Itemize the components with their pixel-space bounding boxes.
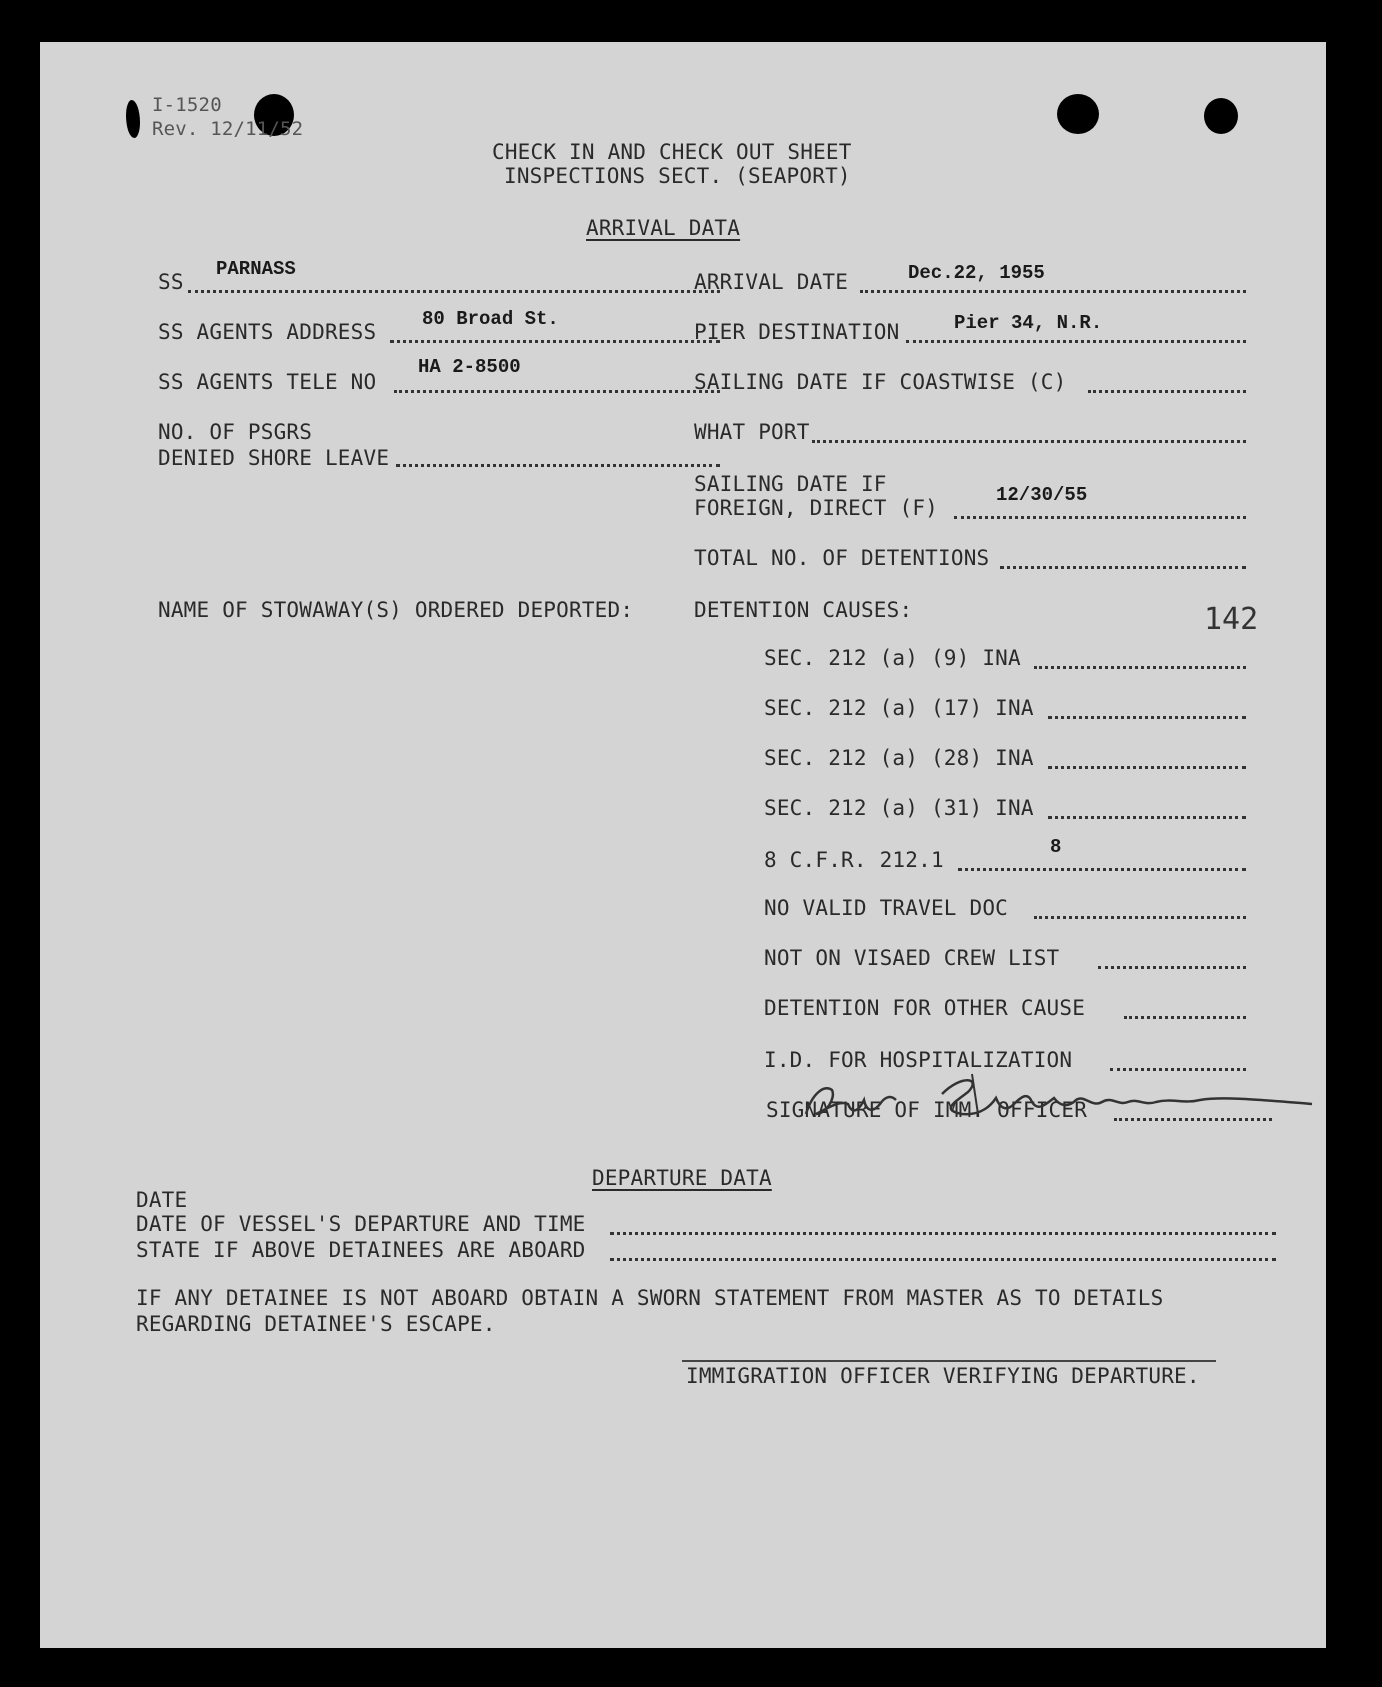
pier-destination-line bbox=[906, 340, 1246, 343]
cause-line bbox=[1124, 1016, 1246, 1019]
what-port-line bbox=[812, 440, 1246, 443]
cause-label: NOT ON VISAED CREW LIST bbox=[764, 946, 1060, 970]
sailing-foreign-label-line1: SAILING DATE IF bbox=[694, 472, 887, 496]
officer-signature bbox=[792, 1064, 1322, 1134]
header-subtitle: INSPECTIONS SECT. (SEAPORT) bbox=[504, 164, 851, 188]
edge-tear-mark bbox=[126, 100, 140, 138]
cause-line bbox=[1048, 716, 1246, 719]
verifying-signature-line bbox=[682, 1360, 1216, 1362]
cause-line bbox=[1048, 766, 1246, 769]
departure-heading: DEPARTURE DATA bbox=[592, 1166, 772, 1190]
cause-line bbox=[1098, 966, 1246, 969]
departure-date-label: DATE bbox=[136, 1188, 188, 1212]
signature-label: SIGNATURE OF IMM. OFFICER bbox=[766, 1098, 1088, 1122]
total-detentions-line bbox=[1000, 566, 1246, 569]
cause-label: SEC. 212 (a) (28) INA bbox=[764, 746, 1034, 770]
arrival-date-value: Dec.22, 1955 bbox=[908, 262, 1045, 284]
cause-label: SEC. 212 (a) (31) INA bbox=[764, 796, 1034, 820]
psgrs-label-line2: DENIED SHORE LEAVE bbox=[158, 446, 390, 470]
stowaway-label: NAME OF STOWAWAY(S) ORDERED DEPORTED: bbox=[158, 598, 634, 622]
cause-line bbox=[1034, 916, 1246, 919]
agents-address-line bbox=[390, 340, 720, 343]
sailing-foreign-value: 12/30/55 bbox=[996, 484, 1088, 506]
what-port-label: WHAT PORT bbox=[694, 420, 810, 444]
sailing-foreign-label-line2: FOREIGN, DIRECT (F) bbox=[694, 496, 939, 520]
pier-destination-value: Pier 34, N.R. bbox=[954, 312, 1103, 334]
agents-tele-line bbox=[394, 390, 720, 393]
cause-label: NO VALID TRAVEL DOC bbox=[764, 896, 1009, 920]
agents-address-value: 80 Broad St. bbox=[422, 308, 559, 330]
pier-destination-label: PIER DESTINATION bbox=[694, 320, 900, 344]
cause-line bbox=[958, 868, 1246, 871]
agents-tele-label: SS AGENTS TELE NO bbox=[158, 370, 377, 394]
cause-label: SEC. 212 (a) (17) INA bbox=[764, 696, 1034, 720]
cause-value: 8 bbox=[1050, 836, 1062, 858]
agents-address-label: SS AGENTS ADDRESS bbox=[158, 320, 377, 344]
vessel-departure-line bbox=[610, 1232, 1276, 1235]
header-title: CHECK IN AND CHECK OUT SHEET bbox=[492, 140, 852, 164]
cause-line bbox=[1034, 666, 1246, 669]
form-revision: Rev. 12/11/52 bbox=[152, 118, 304, 140]
verifying-officer-label: IMMIGRATION OFFICER VERIFYING DEPARTURE. bbox=[686, 1364, 1200, 1388]
cause-label: I.D. FOR HOSPITALIZATION bbox=[764, 1048, 1073, 1072]
cause-label: SEC. 212 (a) (9) INA bbox=[764, 646, 1021, 670]
arrival-heading: ARRIVAL DATA bbox=[586, 216, 741, 240]
punch-hole-right bbox=[1204, 98, 1238, 134]
agents-tele-value: HA 2-8500 bbox=[418, 356, 521, 378]
detainees-aboard-label: STATE IF ABOVE DETAINEES ARE ABOARD bbox=[136, 1238, 586, 1262]
sailing-coastwise-label: SAILING DATE IF COASTWISE (C) bbox=[694, 370, 1067, 394]
cause-label: DETENTION FOR OTHER CAUSE bbox=[764, 996, 1086, 1020]
arrival-date-line bbox=[860, 290, 1246, 293]
sailing-foreign-line bbox=[954, 516, 1246, 519]
total-detentions-label: TOTAL NO. OF DETENTIONS bbox=[694, 546, 990, 570]
psgrs-label-line1: NO. OF PSGRS bbox=[158, 420, 313, 444]
psgrs-line bbox=[396, 464, 720, 467]
ss-field-line bbox=[188, 290, 720, 293]
instruction-line1: IF ANY DETAINEE IS NOT ABOARD OBTAIN A SWORN STATEMENT FROM MASTER AS TO DETAILS bbox=[136, 1286, 1164, 1310]
ss-label: SS bbox=[158, 270, 184, 294]
arrival-date-label: ARRIVAL DATE bbox=[694, 270, 849, 294]
form-sheet bbox=[40, 42, 1326, 1648]
detainees-aboard-line bbox=[610, 1258, 1276, 1261]
instruction-line2: REGARDING DETAINEE'S ESCAPE. bbox=[136, 1312, 496, 1336]
vessel-departure-label: DATE OF VESSEL'S DEPARTURE AND TIME bbox=[136, 1212, 586, 1236]
cause-line bbox=[1048, 816, 1246, 819]
form-code: I-1520 bbox=[152, 94, 222, 116]
cause-label: 8 C.F.R. 212.1 bbox=[764, 848, 944, 872]
sailing-coastwise-line bbox=[1088, 390, 1246, 393]
page-number: 142 bbox=[1204, 602, 1259, 637]
detention-causes-label: DETENTION CAUSES: bbox=[694, 598, 913, 622]
punch-hole-center bbox=[1057, 94, 1099, 134]
ss-value: PARNASS bbox=[216, 258, 296, 280]
